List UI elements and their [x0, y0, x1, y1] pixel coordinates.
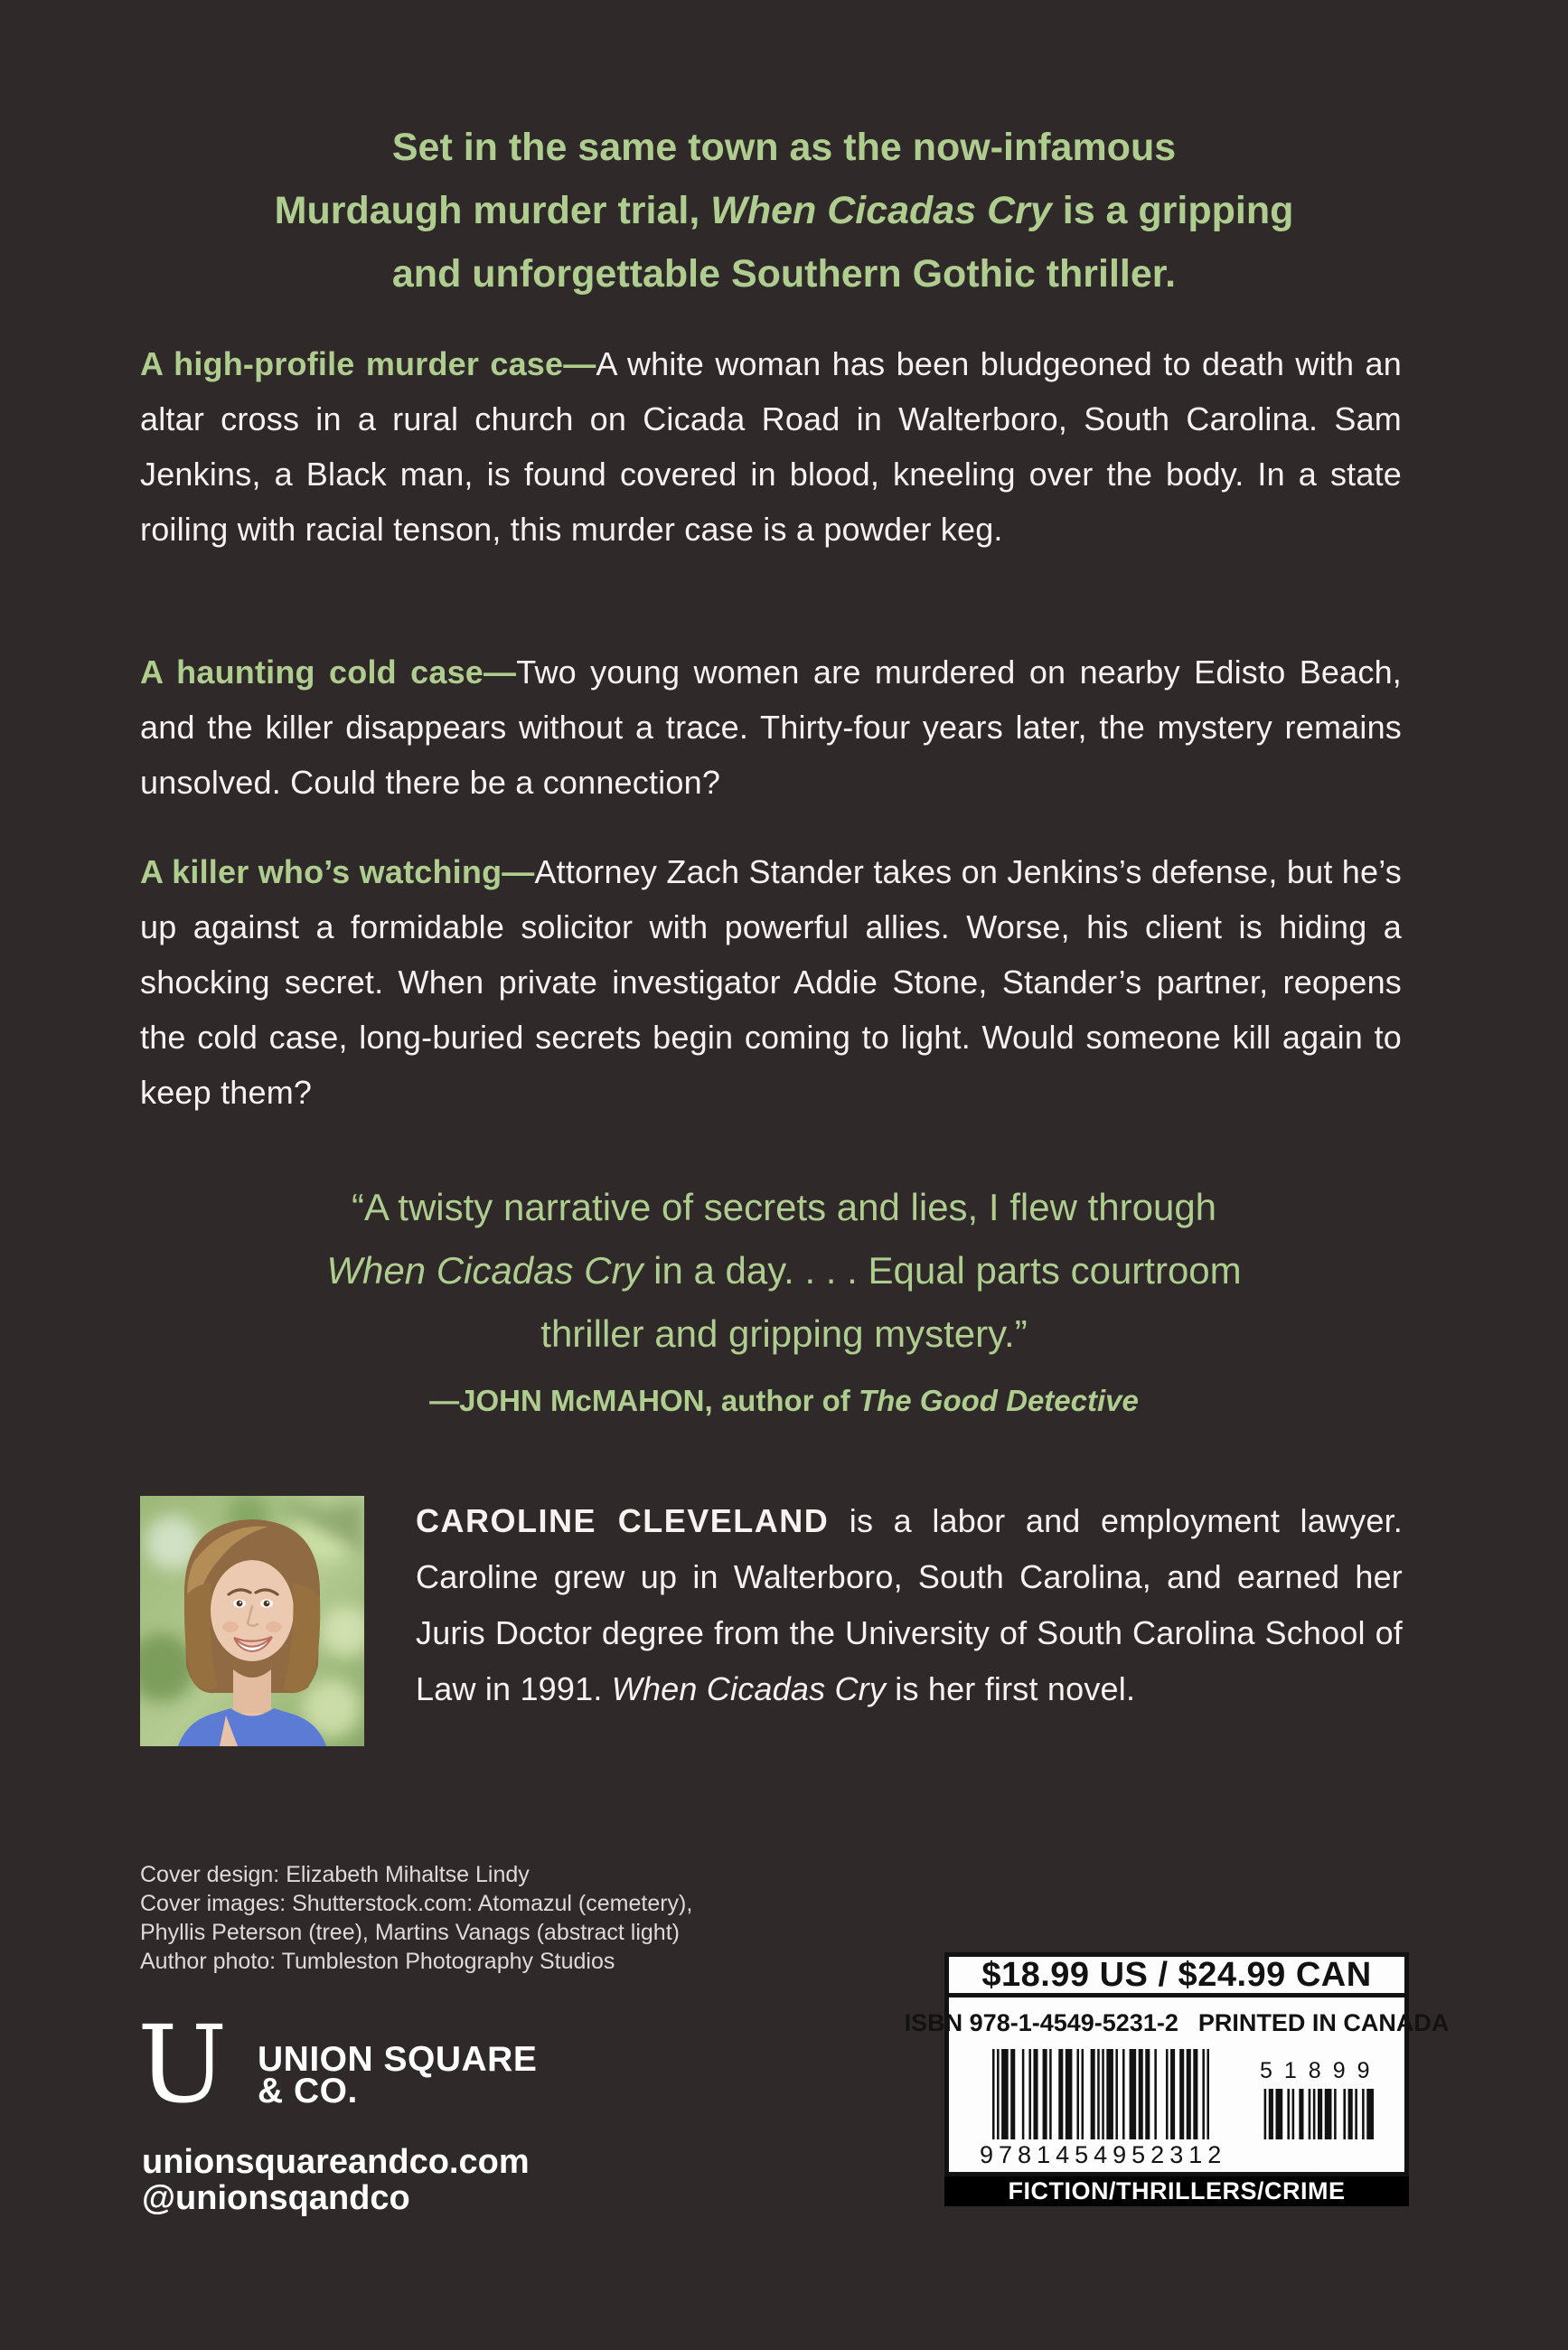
- ean-right-digits: 952312: [1113, 2141, 1227, 2168]
- quote-line: When Cicadas Cry in a day. . . . Equal parts courtroom: [326, 1249, 1242, 1292]
- headline-line: and unforgettable Southern Gothic thriller.: [391, 252, 1177, 296]
- blurb-body: Attorney Zach Stander takes on Jenkins’s defense, but he’s up against a formidable solicitor with powerful allies. Worse, his client is hiding a shocking secret. When private investigator Addie Stone, Stander’s partner, reopens the cold case, long-buried secrets begin coming to light. Would someone kill again to keep them?: [140, 853, 1403, 1111]
- supplement-barcode: [1262, 2089, 1374, 2139]
- publisher-name-line: UNION SQUARE: [258, 2040, 538, 2079]
- headline: [0, 116, 1568, 306]
- credit-line: Cover design: Elizabeth Mihaltse Lindy: [140, 1862, 530, 1887]
- headline-line: Set in the same town as the now-infamous: [391, 126, 1177, 169]
- publisher-website: unionsquareandco.com: [142, 2143, 530, 2181]
- headline-line: Murdaugh murder trial, When Cicadas Cry is a gripping: [274, 189, 1294, 232]
- author-bio: CAROLINE CLEVELAND is a labor and employment lawyer. Caroline grew up in Walterboro, South Carolina, and earned her Juris Doctor degree from the University of South Carolina School of Law in 1991. When Cicadas Cry is her first novel.: [416, 1502, 1403, 1707]
- genre-bar: FICTION/THRILLERS/CRIME: [944, 2176, 1409, 2206]
- isbn-number: ISBN 978-1-4549-5231-2: [904, 2008, 1178, 2036]
- publisher-logo-u-icon: U: [137, 2002, 228, 2127]
- ean-first-digit: 9: [980, 2141, 1000, 2168]
- publisher-social-handle: @unionsqandco: [142, 2179, 410, 2217]
- price-label: $18.99 US / $24.99 CAN: [949, 1957, 1404, 1998]
- ean13-digits: [980, 2141, 1227, 2169]
- blurb-body: A white woman has been bludgeoned to death with an altar cross in a rural church on Cicada Road in Walterboro, South Carolina. Sam Jenkins, a Black man, is found covered in blood, kneeling over the body. In a state roiling with racial tenson, this murder case is a powder keg.: [140, 345, 1402, 548]
- blurb-body: Two young women are murdered on nearby Edisto Beach, and the killer disappears without a trace. Thirty-four years later, the mystery remains unsolved. Could there be a connection?: [140, 653, 1402, 801]
- blurb-lead: A high-profile murder case—: [140, 345, 596, 382]
- ean13-barcode: [992, 2049, 1209, 2139]
- blurb-cold-case: [140, 644, 1402, 810]
- quote-line: “A twisty narrative of secrets and lies, I flew through: [351, 1186, 1217, 1228]
- blurb-lead: A killer who’s watching—: [140, 853, 535, 890]
- blurb-high-profile-case: [140, 336, 1402, 557]
- supplement-digits: 51899: [1260, 2058, 1382, 2083]
- publisher-links: [142, 2144, 530, 2216]
- isbn-row: [904, 2007, 1450, 2039]
- publisher-wordmark: [258, 2040, 538, 2110]
- review-quote: [0, 1176, 1568, 1366]
- quote-attribution: —JOHN McMAHON, author of The Good Detective: [429, 1384, 1139, 1417]
- credit-line: Author photo: Tumbleston Photography Studios: [140, 1949, 615, 1974]
- publisher-name-line: & CO.: [258, 2072, 358, 2110]
- quote-line: thriller and gripping mystery.”: [540, 1312, 1028, 1355]
- credit-line: Cover images: Shutterstock.com: Atomazul (cemetery),: [140, 1891, 693, 1916]
- barcode-white-panel: [904, 1952, 1450, 2176]
- credit-line: Phyllis Peterson (tree), Martins Vanags (abstract light): [140, 1920, 680, 1945]
- printed-in-label: PRINTED IN CANADA: [1197, 2008, 1450, 2036]
- author-photo: [140, 1496, 364, 1746]
- barcode-box: [904, 1952, 1450, 2206]
- blurb-killer-watching: [140, 844, 1402, 1120]
- credits: [140, 1860, 692, 1976]
- blurb-lead: A haunting cold case—: [140, 653, 517, 691]
- ean-left-digits: 781454: [999, 2141, 1113, 2168]
